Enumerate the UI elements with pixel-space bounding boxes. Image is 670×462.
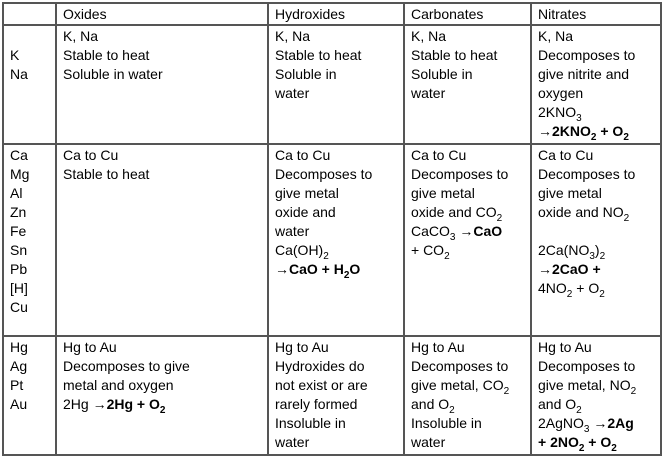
cell-line: Hg to Au [63, 339, 117, 355]
cell-line: $2KNO_3$ [538, 104, 582, 124]
cell-line: give metal, $NO_2$ [538, 377, 637, 397]
cell-line: Decomposes to give [63, 358, 190, 374]
cell-line: Sn [10, 242, 28, 258]
oxides-cell [56, 144, 268, 336]
cell-line: water [275, 434, 310, 450]
cell-line: oxide and $CO_2$ [411, 204, 503, 224]
cell-line: water [275, 223, 310, 239]
cell-line: [H] [10, 280, 28, 296]
cell-line: + $CO_2$ [411, 242, 450, 262]
hydroxides-cell [268, 336, 404, 455]
cell-line: and $O_2$ [538, 396, 582, 416]
cell-line: water [411, 85, 446, 101]
cell-line: →2CaO + [538, 261, 601, 277]
cell-line: Ca to Cu [411, 147, 467, 163]
header-cell-oxides: Oxides [56, 3, 268, 25]
cell-line: Decomposes to [538, 358, 636, 374]
cell-line: Decomposes to [538, 47, 636, 63]
cell-line: Soluble in [411, 66, 473, 82]
cell-line: Ca to Cu [63, 147, 119, 163]
compound-stability-table [2, 2, 662, 456]
cell-line: not exist or are [275, 377, 368, 393]
table-row [3, 336, 661, 455]
cell-line: give metal [275, 185, 339, 201]
cell-line: water [275, 85, 310, 101]
cell-line: Ca to Cu [275, 147, 331, 163]
cell-line: Stable to heat [63, 166, 150, 182]
cell-line: Hydroxides do [275, 358, 365, 374]
cell-line: Au [10, 396, 28, 412]
metal-group-cell [3, 144, 56, 336]
cell-line: $\to CaO + H_2O$ [275, 261, 361, 281]
cell-line: K, Na [275, 28, 311, 44]
hydroxides-cell [268, 25, 404, 144]
metal-group-cell [3, 336, 56, 455]
cell-line: $\to 2KNO_2 + O_2$ [538, 123, 629, 143]
cell-line: Decomposes to [411, 358, 509, 374]
table-row [3, 25, 661, 144]
cell-line: K, Na [538, 28, 574, 44]
table-header [3, 3, 661, 25]
metal-group-cell [3, 25, 56, 144]
cell-line: oxygen [538, 85, 584, 101]
cell-line [10, 27, 51, 46]
cell-line: Zn [10, 204, 27, 220]
header-cell-metals [3, 3, 56, 25]
cell-line: Pt [10, 377, 24, 393]
nitrates-cell [531, 25, 661, 144]
cell-line: Hg to Au [538, 339, 592, 355]
oxides-cell [56, 25, 268, 144]
cell-line: Stable to heat [275, 47, 362, 63]
table-body [3, 25, 661, 455]
table-row [3, 144, 661, 336]
cell-line: Soluble in water [63, 66, 163, 82]
hydroxides-cell [268, 144, 404, 336]
cell-line: $Ca(OH)_2$ [275, 242, 329, 262]
cell-line: water [411, 434, 446, 450]
nitrates-cell [531, 336, 661, 455]
cell-line: Pb [10, 261, 28, 277]
carbonates-cell [404, 336, 531, 455]
cell-line: Insoluble in [275, 415, 346, 431]
cell-line: Stable to heat [411, 47, 498, 63]
cell-line: Ca [10, 147, 28, 163]
cell-line: Hg [10, 339, 28, 355]
cell-line: Decomposes to [275, 166, 373, 182]
cell-line: Hg to Au [411, 339, 465, 355]
cell-line: K, Na [63, 28, 99, 44]
cell-line: and $O_2$ [411, 396, 455, 416]
cell-line: Soluble in [275, 66, 337, 82]
cell-line: give nitrite and [538, 66, 630, 82]
cell-line: oxide and [275, 204, 336, 220]
cell-line: Mg [10, 166, 30, 182]
cell-line: K [10, 47, 20, 63]
cell-line: Insoluble in [411, 415, 482, 431]
oxides-cell [56, 336, 268, 455]
cell-line: give metal [538, 185, 602, 201]
nitrates-cell [531, 144, 661, 336]
carbonates-cell [404, 144, 531, 336]
cell-line: Decomposes to [538, 166, 636, 182]
cell-line: rarely formed [275, 396, 358, 412]
cell-line: Al [10, 185, 23, 201]
cell-line: Ag [10, 358, 28, 374]
cell-line: oxide and $NO_2$ [538, 204, 630, 224]
cell-line: Cu [10, 299, 28, 315]
cell-line: metal and oxygen [63, 377, 174, 393]
cell-line: $4NO_2 + O_2$ [538, 280, 605, 300]
cell-line: K, Na [411, 28, 447, 44]
cell-line: + $2NO_2 + O_2$ [538, 434, 617, 454]
header-cell-carbonates: Carbonates [404, 3, 531, 25]
cell-line: give metal, $CO_2$ [411, 377, 510, 397]
cell-line: Fe [10, 223, 27, 239]
cell-line: Ca to Cu [538, 147, 594, 163]
cell-line: Decomposes to [411, 166, 509, 182]
cell-line: 2AgNO$_3$ →2Ag [538, 415, 634, 435]
header-cell-hydroxides: Hydroxides [268, 3, 404, 25]
cell-line: Na [10, 66, 28, 82]
header-cell-nitrates: Nitrates [531, 3, 661, 25]
header-row [3, 3, 661, 25]
cell-line: give metal [411, 185, 475, 201]
cell-line: $2Ca(NO_3)_2$ [538, 242, 606, 262]
cell-line: CaCO$_3$ →CaO [411, 223, 503, 243]
cell-line: $2Hg \to 2Hg + O_2$ [63, 396, 166, 416]
carbonates-cell [404, 25, 531, 144]
cell-line: Hg to Au [275, 339, 329, 355]
cell-line [538, 222, 656, 241]
cell-line: Stable to heat [63, 47, 150, 63]
